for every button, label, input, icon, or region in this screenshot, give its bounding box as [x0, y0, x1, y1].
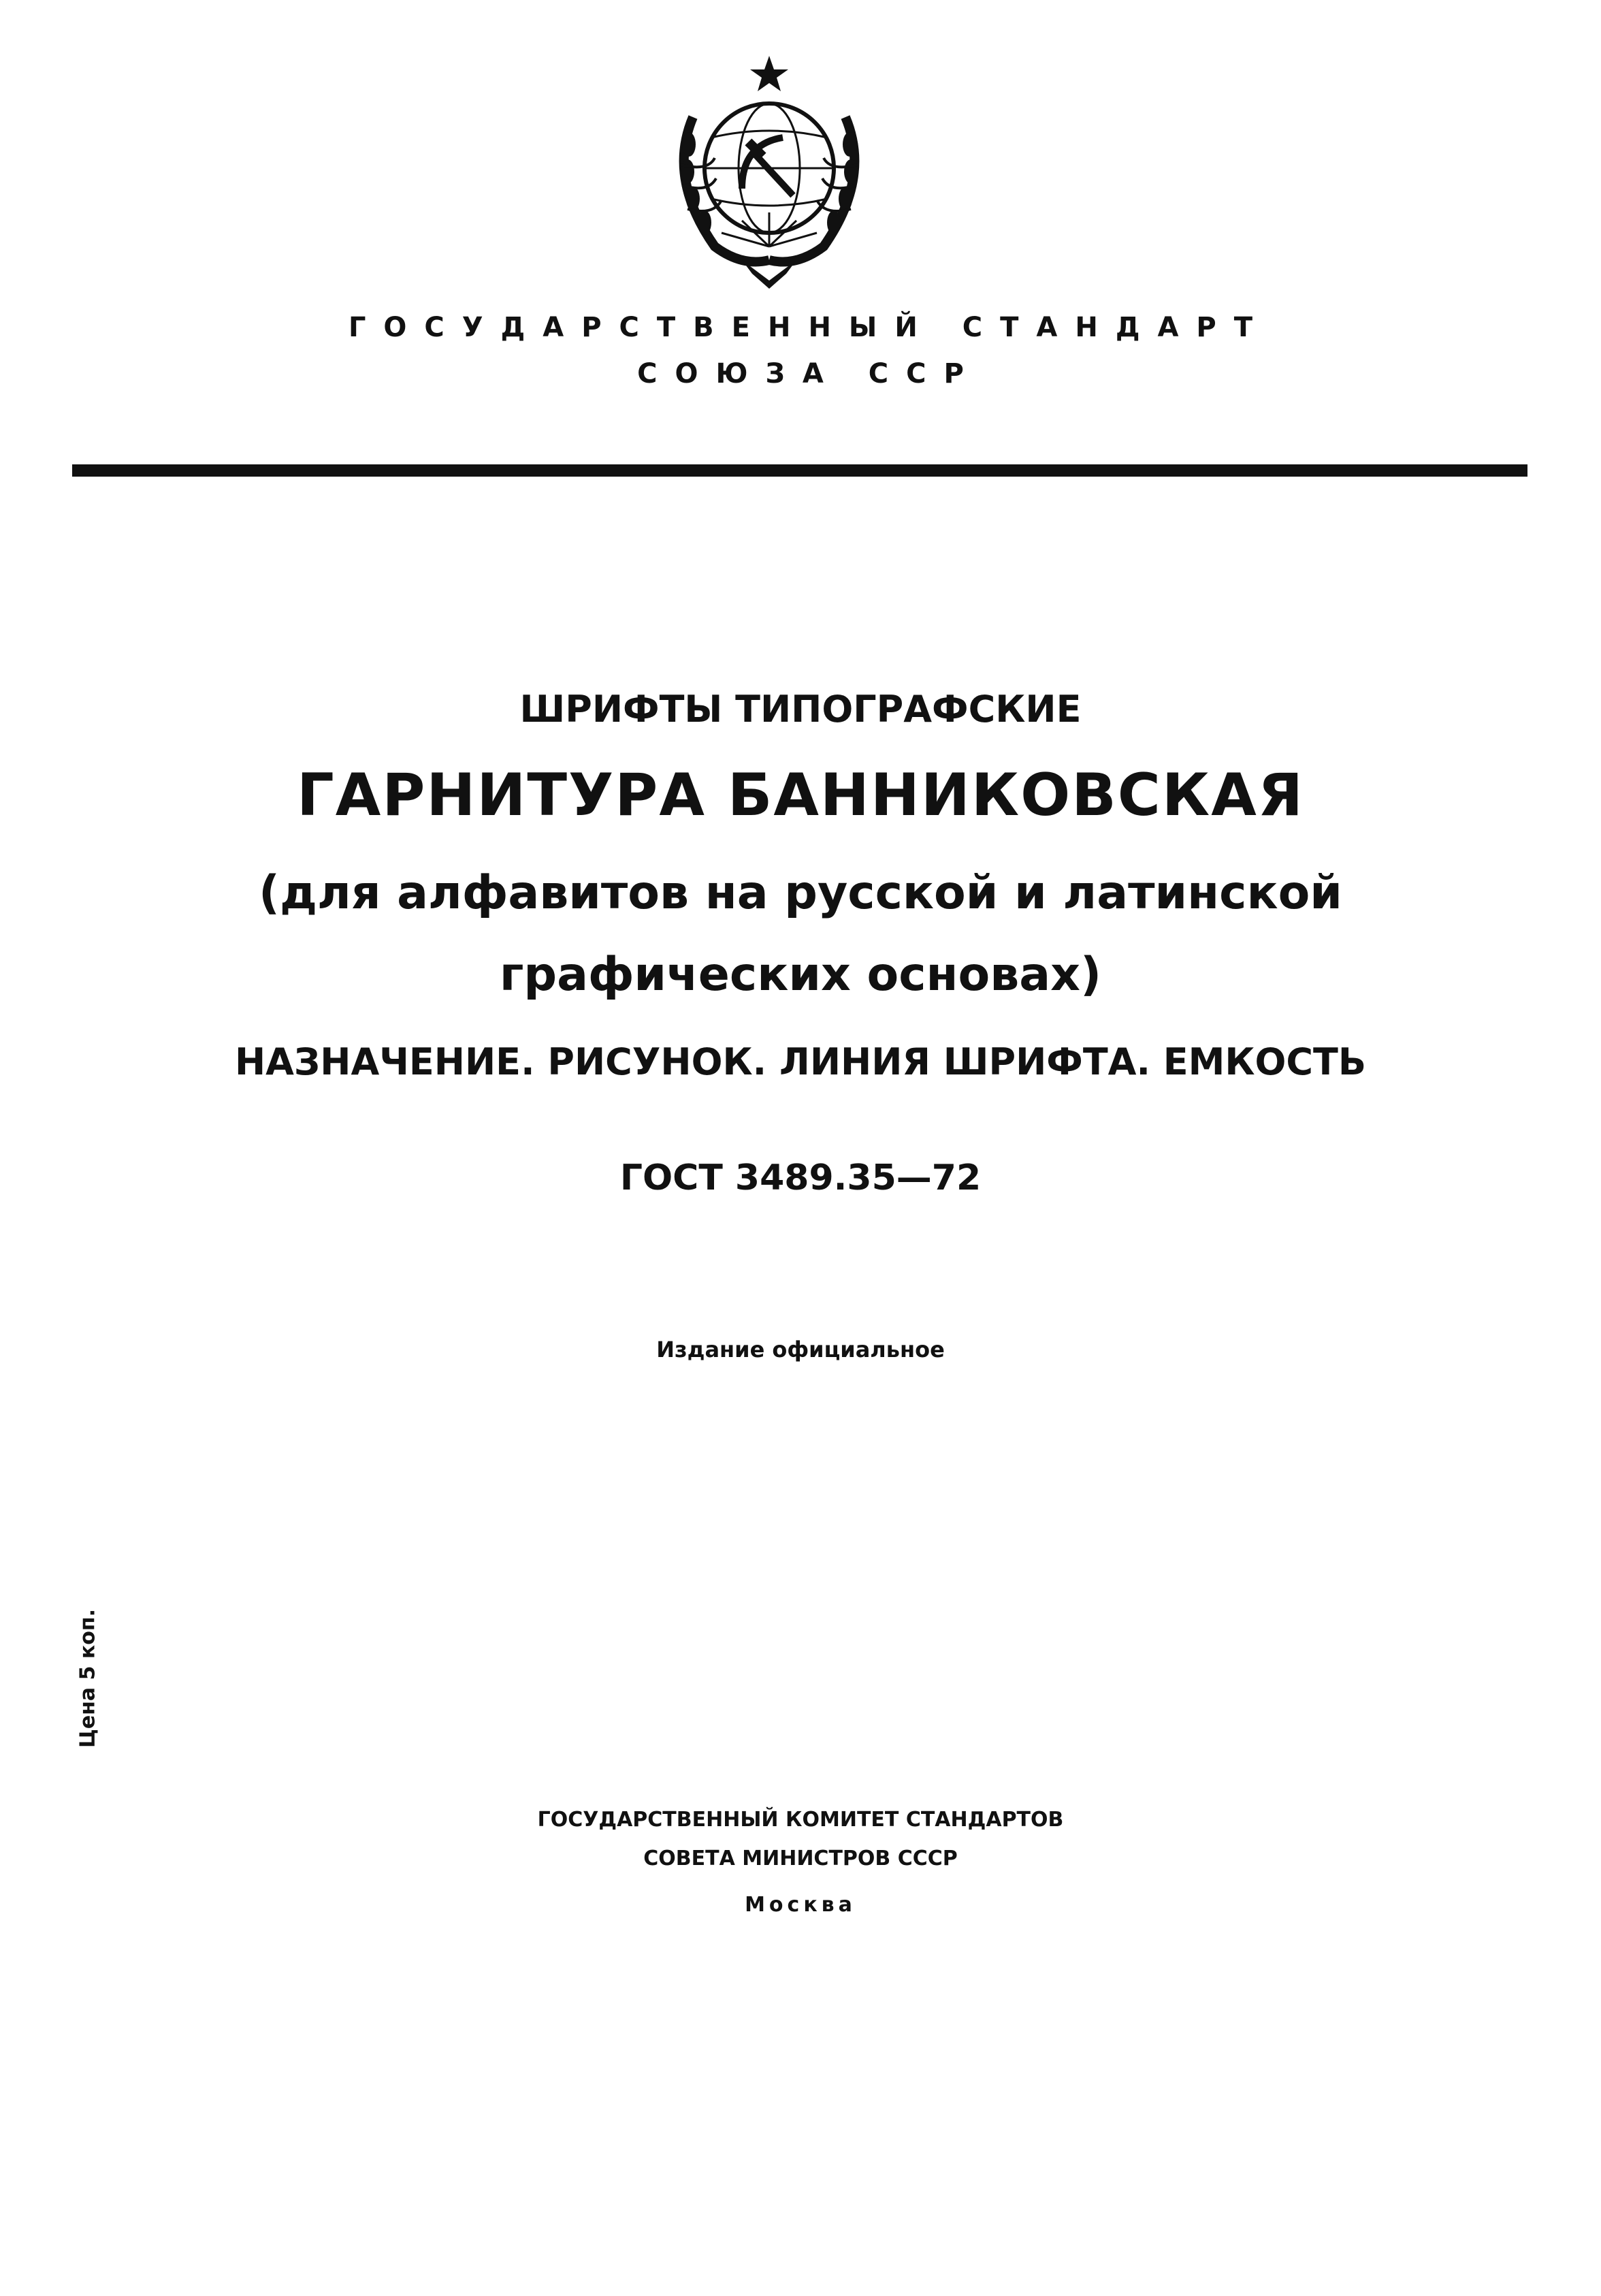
document-category: ШРИФТЫ ТИПОГРАФСКИЕ — [519, 688, 1082, 731]
header-standard-line: ГОСУДАРСТВЕННЫЙ СТАНДАРТ — [348, 312, 1271, 343]
price-label — [64, 1532, 112, 1825]
publisher-line2: СОВЕТА МИНИСТРОВ СССР — [643, 1847, 958, 1870]
document-subtitle-line1: (для алфавитов на русской и латинской — [259, 866, 1342, 920]
ussr-coat-of-arms-icon — [640, 42, 899, 301]
publisher-city: Москва — [745, 1893, 856, 1917]
publisher-line1: ГОСУДАРСТВЕННЫЙ КОМИТЕТ СТАНДАРТОВ — [537, 1808, 1064, 1832]
document-subtitle-line2: графических основах) — [499, 948, 1102, 1002]
document-sections: НАЗНАЧЕНИЕ. РИСУНОК. ЛИНИЯ ШРИФТА. ЕМКОСТЬ — [234, 1040, 1367, 1083]
document-title: ГАРНИТУРА БАННИКОВСКАЯ — [296, 761, 1304, 829]
gost-number: ГОСТ 3489.35—72 — [619, 1158, 982, 1198]
price-text: Цена 5 коп. — [76, 1608, 100, 1749]
edition-label: Издание официальное — [656, 1337, 945, 1362]
header-divider — [72, 464, 1527, 477]
header-union-line: СОЮЗА ССР — [637, 358, 982, 389]
